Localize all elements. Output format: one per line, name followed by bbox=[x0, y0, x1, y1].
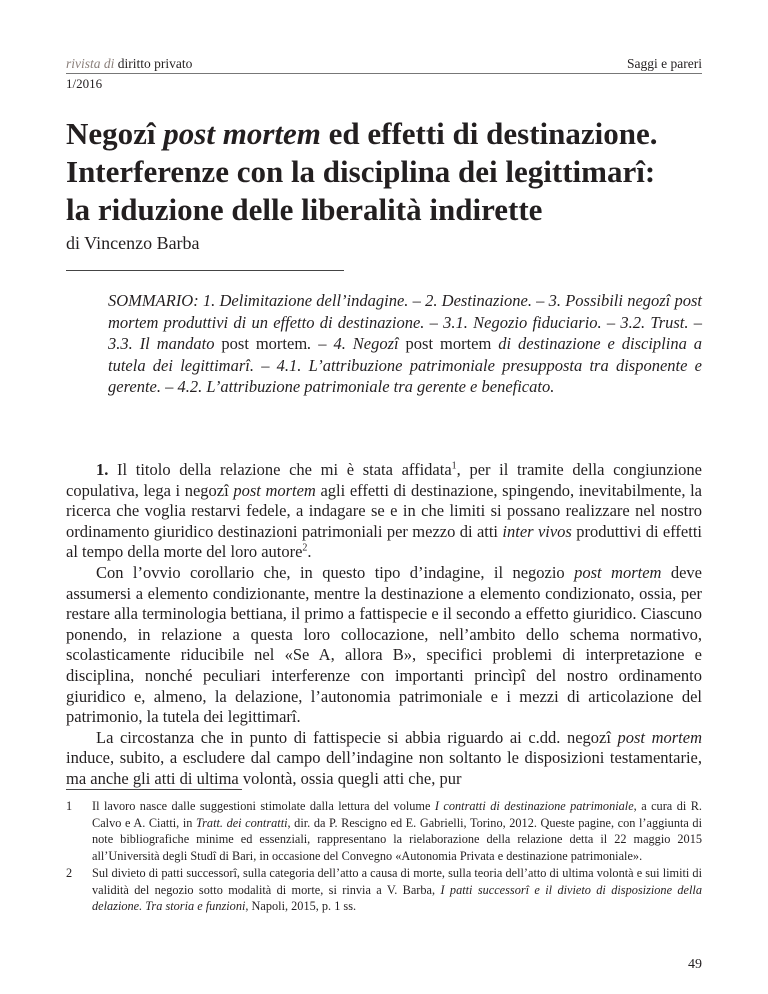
footnote bbox=[66, 865, 702, 915]
title-part-italic: post mortem bbox=[163, 116, 321, 151]
text-run: Con l’ovvio corollario che, in questo tipo d’indagine, il negozio bbox=[96, 562, 575, 582]
footnotes bbox=[66, 798, 702, 915]
issue-number: 1/2016 bbox=[66, 76, 103, 91]
text-run: agli effetti di destinazione, spingendo, inevitabilmente, la ricerca che voglia restarvi fedele, a indagare se e in che limiti si possano realizzare nel nostro ordinamento giuridico destinazioni patrimoniali per mezzo di atti bbox=[66, 480, 702, 541]
paragraph bbox=[66, 563, 702, 728]
text-run: Sul divieto di patti successorî, sulla categoria dell’atto a causa di morte, sulla teoria dell’atto di ultima volontà e sui limiti di validità del negozio sotto modalità di morte, si rinvia a V. Barba, bbox=[92, 865, 702, 897]
title-line-2: Interferenze con la disciplina dei legittimarî: bbox=[66, 154, 656, 189]
title-part: Negozî bbox=[66, 116, 164, 151]
paragraph bbox=[66, 728, 702, 790]
text-run-italic: inter vivos bbox=[502, 521, 572, 541]
header-row bbox=[66, 56, 702, 74]
footnote-divider bbox=[66, 789, 242, 790]
author-byline: di Vincenzo Barba bbox=[66, 233, 200, 253]
summary-text: SOMMARIO: 1. Delimitazione dell’indagine. – 2. Destinazione. – 3. Possibili negozî post mortem produttivi di un effetto di destinazione. – 3.1. Negozio fiduciario. – 3.2. Trust. – 3.3. Il mandato bbox=[108, 291, 702, 354]
text-run: deve assumersi a elemento condizionante, mentre la destinazione a elemento condizionato, ossia, per restare alla terminologia bettiana, il primo a fattispecie e il secondo a effetto giuridico. Ciascuno ponendo, in relazione a questa loro collocazione, nell’ambito dello schema normativo, scolasticamente riducibile nel «Se A, allora B», specifici problemi di interpretazione e disciplina, nonché peculiari interferenze con importanti princìpî del nostro ordinamento giuridico e, almeno, la delazione, l’autonomia patrimoniale e i mezzi di articolazione del patrimonio, la tutela dei legittimarî. bbox=[66, 562, 702, 727]
title-line-3: la riduzione delle liberalità indirette bbox=[66, 192, 543, 227]
text-run: . bbox=[307, 542, 312, 562]
summary-block bbox=[108, 290, 702, 398]
footnote-ref[interactable]: 1 bbox=[451, 460, 457, 472]
summary-text-upright: post mortem bbox=[221, 334, 308, 354]
text-run: , dir. da P. Rescigno ed E. Gabrielli, Torino, 2012. Queste pagine, con l’aggiunta di note bibliografiche minime ed essenziali, rappresentano la rielaborazione della relazione detta il 22 maggio 2015 all’Università degli Studî di Bari, in occasione del Convegno «Autonomia Privata e destinazione patrimoniale». bbox=[92, 815, 702, 864]
text-run-italic: post mortem bbox=[574, 562, 662, 582]
paragraph bbox=[66, 460, 702, 563]
text-run-italic: post mortem bbox=[233, 480, 316, 500]
footnote-number: 2 bbox=[66, 865, 73, 880]
title-divider bbox=[66, 270, 344, 271]
title-part: ed effetti di destinazione. bbox=[320, 116, 658, 151]
text-run: induce, subito, a escludere dal campo dell’indagine non soltanto le disposizioni testamentarie, ma anche gli atti di ultima volontà, ossia quegli atti che, pur bbox=[66, 748, 702, 788]
text-run-italic: I patti successorî e il divieto di disposizione della delazione. Tra storia e funzioni bbox=[92, 882, 702, 914]
text-run: , a cura di R. Calvo e A. Ciatti, in bbox=[92, 799, 702, 830]
footnote-number: 1 bbox=[66, 799, 73, 813]
article-title bbox=[66, 115, 702, 229]
text-run: Il lavoro nasce dalle suggestioni stimolate dalla lettura del volume bbox=[92, 799, 435, 813]
summary-text: . – 4. Negozî bbox=[307, 334, 406, 354]
section-label: Saggi e pareri bbox=[627, 56, 702, 71]
body-text bbox=[66, 460, 702, 790]
footnote bbox=[66, 798, 702, 865]
text-run-italic: Tratt. dei contratti bbox=[195, 815, 288, 830]
page-number: 49 bbox=[688, 957, 702, 972]
journal-title bbox=[66, 56, 192, 72]
text-run-italic: post mortem bbox=[617, 727, 702, 747]
summary-text-upright: post mortem bbox=[405, 334, 492, 354]
footnote-ref[interactable]: 2 bbox=[302, 542, 308, 554]
section-number: 1. bbox=[96, 460, 109, 479]
footnote-text bbox=[92, 865, 702, 915]
text-run: Il titolo della relazione che mi è stata affidata bbox=[108, 460, 452, 479]
journal-title-italic: rivista di bbox=[66, 56, 115, 71]
footnote-text bbox=[92, 798, 702, 865]
text-run: , per il tramite della congiunzione copulativa, lega i negozî bbox=[66, 460, 702, 500]
text-run: La circostanza che in punto di fattispecie si abbia riguardo ai c.dd. negozî bbox=[96, 727, 618, 747]
text-run-italic: I contratti di destinazione patrimoniale bbox=[434, 799, 634, 813]
summary-text: di destinazione e disciplina a tutela dei legittimarî. – 4.1. L’attribuzione patrimoniale presupposta tra disponente e gerente. – 4.2. L’attribuzione patrimoniale tra gerente e beneficato. bbox=[108, 334, 703, 397]
running-header bbox=[66, 56, 702, 92]
text-run: , Napoli, 2015, p. 1 ss. bbox=[245, 899, 357, 914]
text-run: produttivi di effetti al tempo della morte del loro autore bbox=[66, 521, 702, 562]
journal-title-name: diritto privato bbox=[117, 56, 193, 71]
